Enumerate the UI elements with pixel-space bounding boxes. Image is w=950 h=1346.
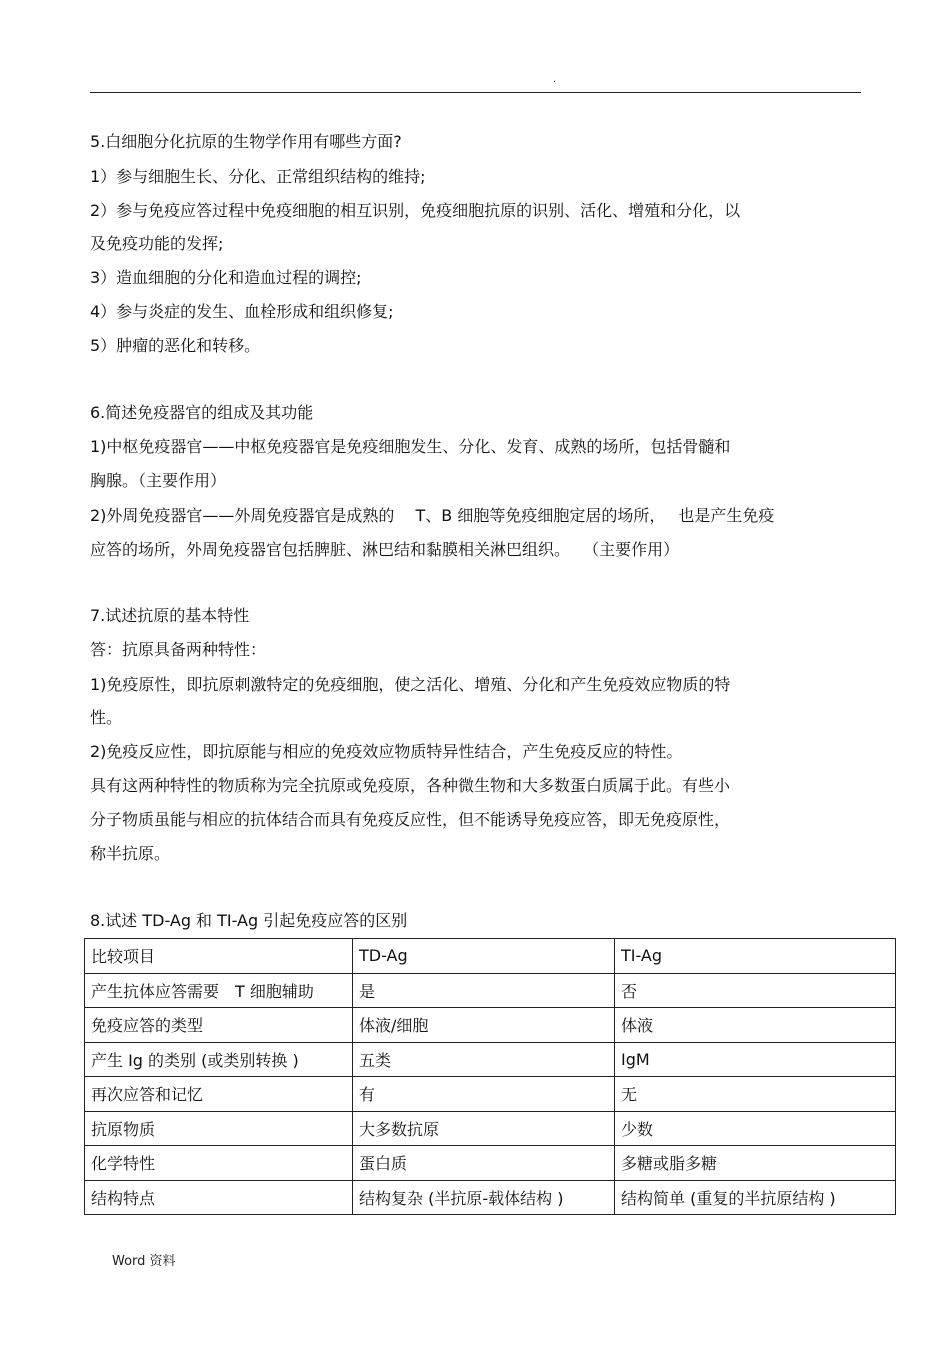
table-cell: IgM bbox=[615, 1042, 896, 1077]
header-dot: . bbox=[553, 74, 557, 85]
q7-line-7: 称半抗原。 bbox=[90, 844, 171, 863]
table-cell: 否 bbox=[615, 973, 896, 1008]
table-row bbox=[85, 1180, 896, 1215]
footer-label: Word 资料 bbox=[112, 1254, 176, 1269]
table-row bbox=[85, 1077, 896, 1112]
table-cell: 有 bbox=[353, 1077, 615, 1112]
table-header-cell: TD-Ag bbox=[353, 939, 615, 974]
q5-line-2: 2）参与免疫应答过程中免疫细胞的相互识别，免疫细胞抗原的识别、活化、增殖和分化，以 bbox=[90, 201, 741, 220]
q5-title: 5.白细胞分化抗原的生物学作用有哪些方面? bbox=[90, 132, 402, 151]
table-cell: 化学特性 bbox=[85, 1146, 353, 1181]
table-cell: 结构简单 (重复的半抗原结构 ) bbox=[615, 1180, 896, 1215]
header-rule bbox=[90, 92, 861, 93]
q5-line-6: 5）肿瘤的恶化和转移。 bbox=[90, 336, 261, 355]
q7-line-6: 分子物质虽能与相应的抗体结合而具有免疫反应性，但不能诱导免疫应答，即无免疫原性， bbox=[90, 810, 731, 829]
table-cell: 产生抗体应答需要 T 细胞辅助 bbox=[85, 973, 353, 1008]
table-cell: 五类 bbox=[353, 1042, 615, 1077]
table-row bbox=[85, 1146, 896, 1181]
table-cell: 无 bbox=[615, 1077, 896, 1112]
table-row bbox=[85, 973, 896, 1008]
table-row bbox=[85, 1111, 896, 1146]
q6-line-2: 胸腺。（主要作用） bbox=[90, 471, 227, 490]
table-cell: 结构复杂 (半抗原-载体结构 ) bbox=[353, 1180, 615, 1215]
table-cell: 大多数抗原 bbox=[353, 1111, 615, 1146]
table-cell: 是 bbox=[353, 973, 615, 1008]
q6-title: 6.简述免疫器官的组成及其功能 bbox=[90, 403, 314, 422]
table-header-cell: TI-Ag bbox=[615, 939, 896, 974]
q6-line-3: 2)外周免疫器官——外周免疫器官是成熟的 T、B 细胞等免疫细胞定居的场所， 也是产生免疫 bbox=[90, 506, 775, 525]
q7-line-1: 答：抗原具备两种特性： bbox=[90, 640, 267, 659]
q7-title: 7.试述抗原的基本特性 bbox=[90, 606, 250, 625]
table-cell: 蛋白质 bbox=[353, 1146, 615, 1181]
q6-line-4: 应答的场所，外周免疫器官包括脾脏、淋巴结和黏膜相关淋巴组织。 （主要作用） bbox=[90, 540, 680, 559]
table-cell: 抗原物质 bbox=[85, 1111, 353, 1146]
table-header-row bbox=[85, 939, 896, 974]
table-cell: 免疫应答的类型 bbox=[85, 1008, 353, 1043]
q5-line-5: 4）参与炎症的发生、血栓形成和组织修复; bbox=[90, 302, 394, 321]
q8-title: 8.试述 TD-Ag 和 TI-Ag 引起免疫应答的区别 bbox=[90, 911, 408, 930]
table-cell: 体液 bbox=[615, 1008, 896, 1043]
table-row bbox=[85, 1042, 896, 1077]
table-cell: 少数 bbox=[615, 1111, 896, 1146]
table-cell: 体液/细胞 bbox=[353, 1008, 615, 1043]
table-cell: 结构特点 bbox=[85, 1180, 353, 1215]
q5-line-1: 1）参与细胞生长、分化、正常组织结构的维持; bbox=[90, 167, 426, 186]
table-cell: 产生 Ig 的类别 (或类别转换 ) bbox=[85, 1042, 353, 1077]
table-header-cell: 比较项目 bbox=[85, 939, 353, 974]
q6-line-1: 1)中枢免疫器官——中枢免疫器官是免疫细胞发生、分化、发育、成熟的场所，包括骨髓和 bbox=[90, 437, 731, 456]
comparison-table bbox=[84, 938, 896, 1215]
q5-line-3: 及免疫功能的发挥; bbox=[90, 234, 224, 253]
q5-line-4: 3）造血细胞的分化和造血过程的调控; bbox=[90, 268, 362, 287]
q7-line-4: 2)免疫反应性，即抗原能与相应的免疫效应物质特异性结合，产生免疫反应的特性。 bbox=[90, 742, 683, 761]
table-row bbox=[85, 1008, 896, 1043]
q7-line-5: 具有这两种特性的物质称为完全抗原或免疫原，各种微生物和大多数蛋白质属于此。有些小 bbox=[90, 776, 731, 795]
table-cell: 多糖或脂多糖 bbox=[615, 1146, 896, 1181]
table-cell: 再次应答和记忆 bbox=[85, 1077, 353, 1112]
q7-line-2: 1)免疫原性，即抗原刺激特定的免疫细胞，使之活化、增殖、分化和产生免疫效应物质的特 bbox=[90, 675, 731, 694]
q7-line-3: 性。 bbox=[90, 708, 123, 727]
